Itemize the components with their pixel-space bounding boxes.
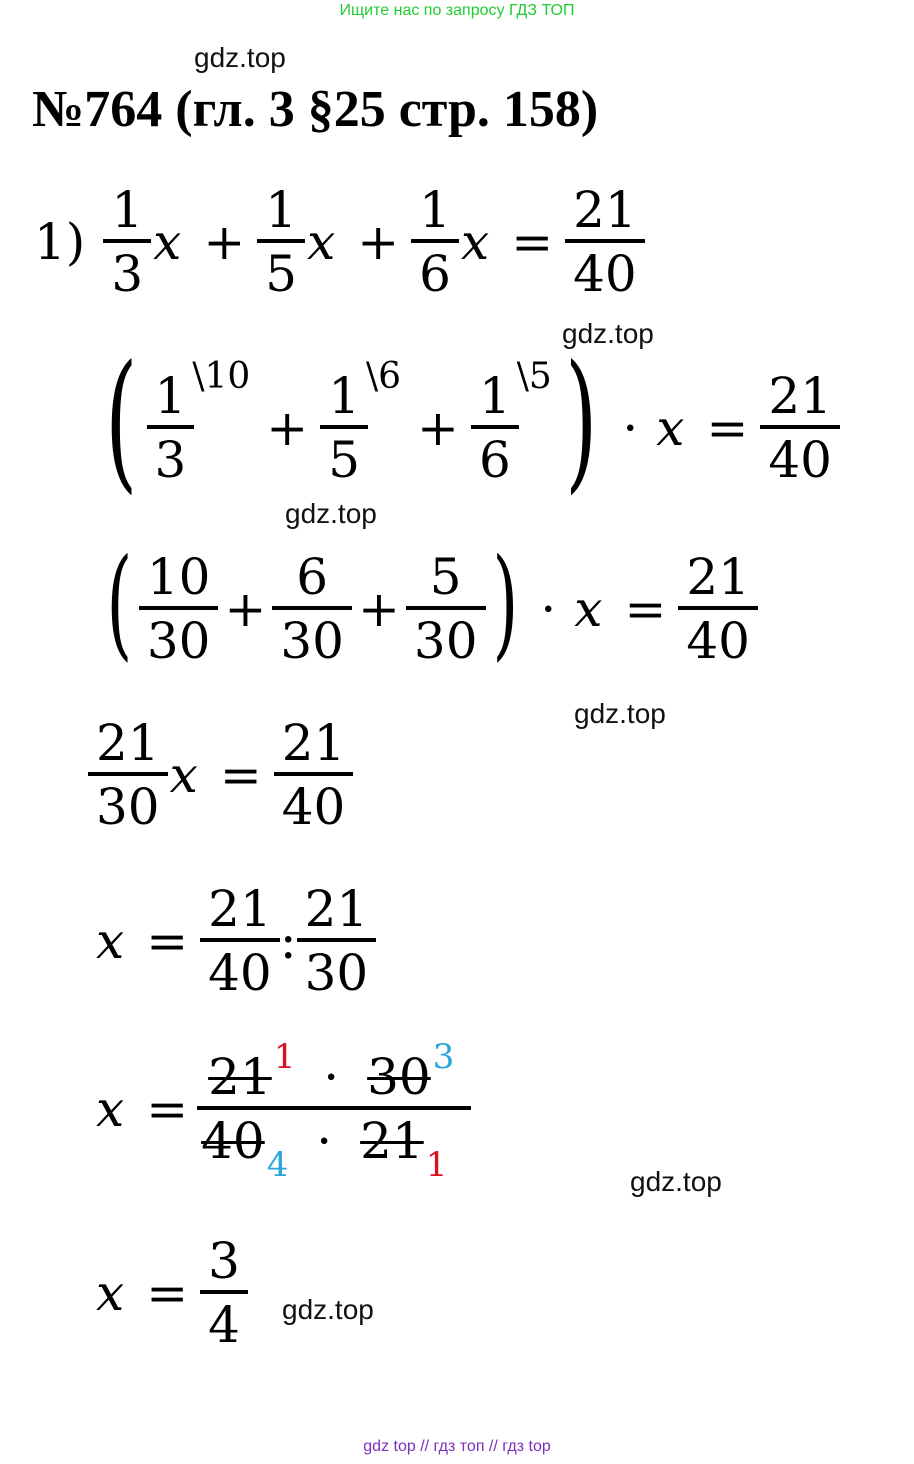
right-paren: ) <box>564 334 598 508</box>
variable: x <box>96 1264 125 1322</box>
watermark: gdz.top <box>194 42 286 73</box>
fraction: $\frac{21}{30}$ <box>301 884 373 998</box>
footer-links: gdz top // гдз топ // гдз top <box>363 1438 551 1455</box>
fraction: $\frac{1}{6}$ <box>475 371 515 485</box>
fraction: $\frac{1}{6}$ <box>415 185 455 299</box>
left-paren: ( <box>105 334 138 508</box>
equation-line-4: $\frac{21}{30}$ x = $\frac{21}{40}$ <box>92 718 349 832</box>
fraction: $\frac{21}{40}$ <box>204 884 276 998</box>
variable: x <box>574 580 603 638</box>
fraction: $\frac{21}{40}$ <box>764 371 836 485</box>
equation-line-6: x = $\frac{21^1 \cdot 30^3}{40_4 \cdot 21_1}$ <box>96 1052 464 1166</box>
item-label: 1) <box>34 213 86 271</box>
right-paren: ) <box>492 534 518 673</box>
watermark: gdz.top <box>282 1294 374 1325</box>
equation-line-2: ( $\frac{1}{3}$ \10 + $\frac{1}{5}$ \6 + $\frac{1}{6}$ \5 ) · x = $\frac{21}{40}$ <box>92 360 836 496</box>
result-fraction: $\frac{3}{4}$ <box>204 1236 244 1350</box>
fraction: $\frac{1}{5}$ <box>261 185 301 299</box>
fraction: $\frac{10}{30}$ <box>143 552 215 666</box>
fraction: $\frac{1}{3}$ <box>107 185 147 299</box>
multiplier: \6 <box>366 355 402 397</box>
left-paren: ( <box>106 534 133 673</box>
watermark: gdz.top <box>562 318 654 349</box>
multiplier: \10 <box>192 355 251 397</box>
fraction: $\frac{21}{40}$ <box>682 552 754 666</box>
equation-line-7: x = $\frac{3}{4}$ <box>96 1236 244 1350</box>
equation-line-5: x = $\frac{21}{40}$ : $\frac{21}{30}$ <box>96 884 372 998</box>
watermark: gdz.top <box>574 698 666 729</box>
watermark: gdz.top <box>630 1166 722 1197</box>
variable: x <box>656 399 685 457</box>
fraction: $\frac{21}{40}$ <box>278 718 350 832</box>
fraction: $\frac{21}{40}$ <box>569 185 641 299</box>
fraction: $\frac{5}{30}$ <box>410 552 482 666</box>
variable: x <box>307 213 336 271</box>
multiplier: \5 <box>516 355 552 397</box>
variable: x <box>169 746 198 804</box>
variable: x <box>96 912 125 970</box>
variable: x <box>460 213 490 271</box>
top-banner: Ищите нас по запросу ГДЗ ТОП <box>339 2 575 19</box>
fraction: $\frac{21}{30}$ <box>92 718 164 832</box>
cancel-fraction: $\frac{21^1 \cdot 30^3}{40_4 \cdot 21_1}$ <box>204 1052 464 1166</box>
fraction: $\frac{1}{3}$ <box>151 371 191 485</box>
variable: x <box>153 213 182 271</box>
page-title: №764 (гл. 3 §25 стр. 158) <box>32 81 599 138</box>
watermark: gdz.top <box>285 498 377 529</box>
variable: x <box>96 1080 125 1138</box>
equation-line-1: 1) $\frac{1}{3}$ x + $\frac{1}{5}$ x + $\frac{1}{6}$ x = $\frac{21}{40}$ <box>34 185 641 299</box>
equation-line-3: ( $\frac{10}{30}$ + $\frac{6}{30}$ + $\frac{5}{30}$ ) · x = $\frac{21}{40}$ <box>96 552 754 666</box>
fraction: $\frac{1}{5}$ <box>324 371 364 485</box>
fraction: $\frac{6}{30}$ <box>276 552 348 666</box>
